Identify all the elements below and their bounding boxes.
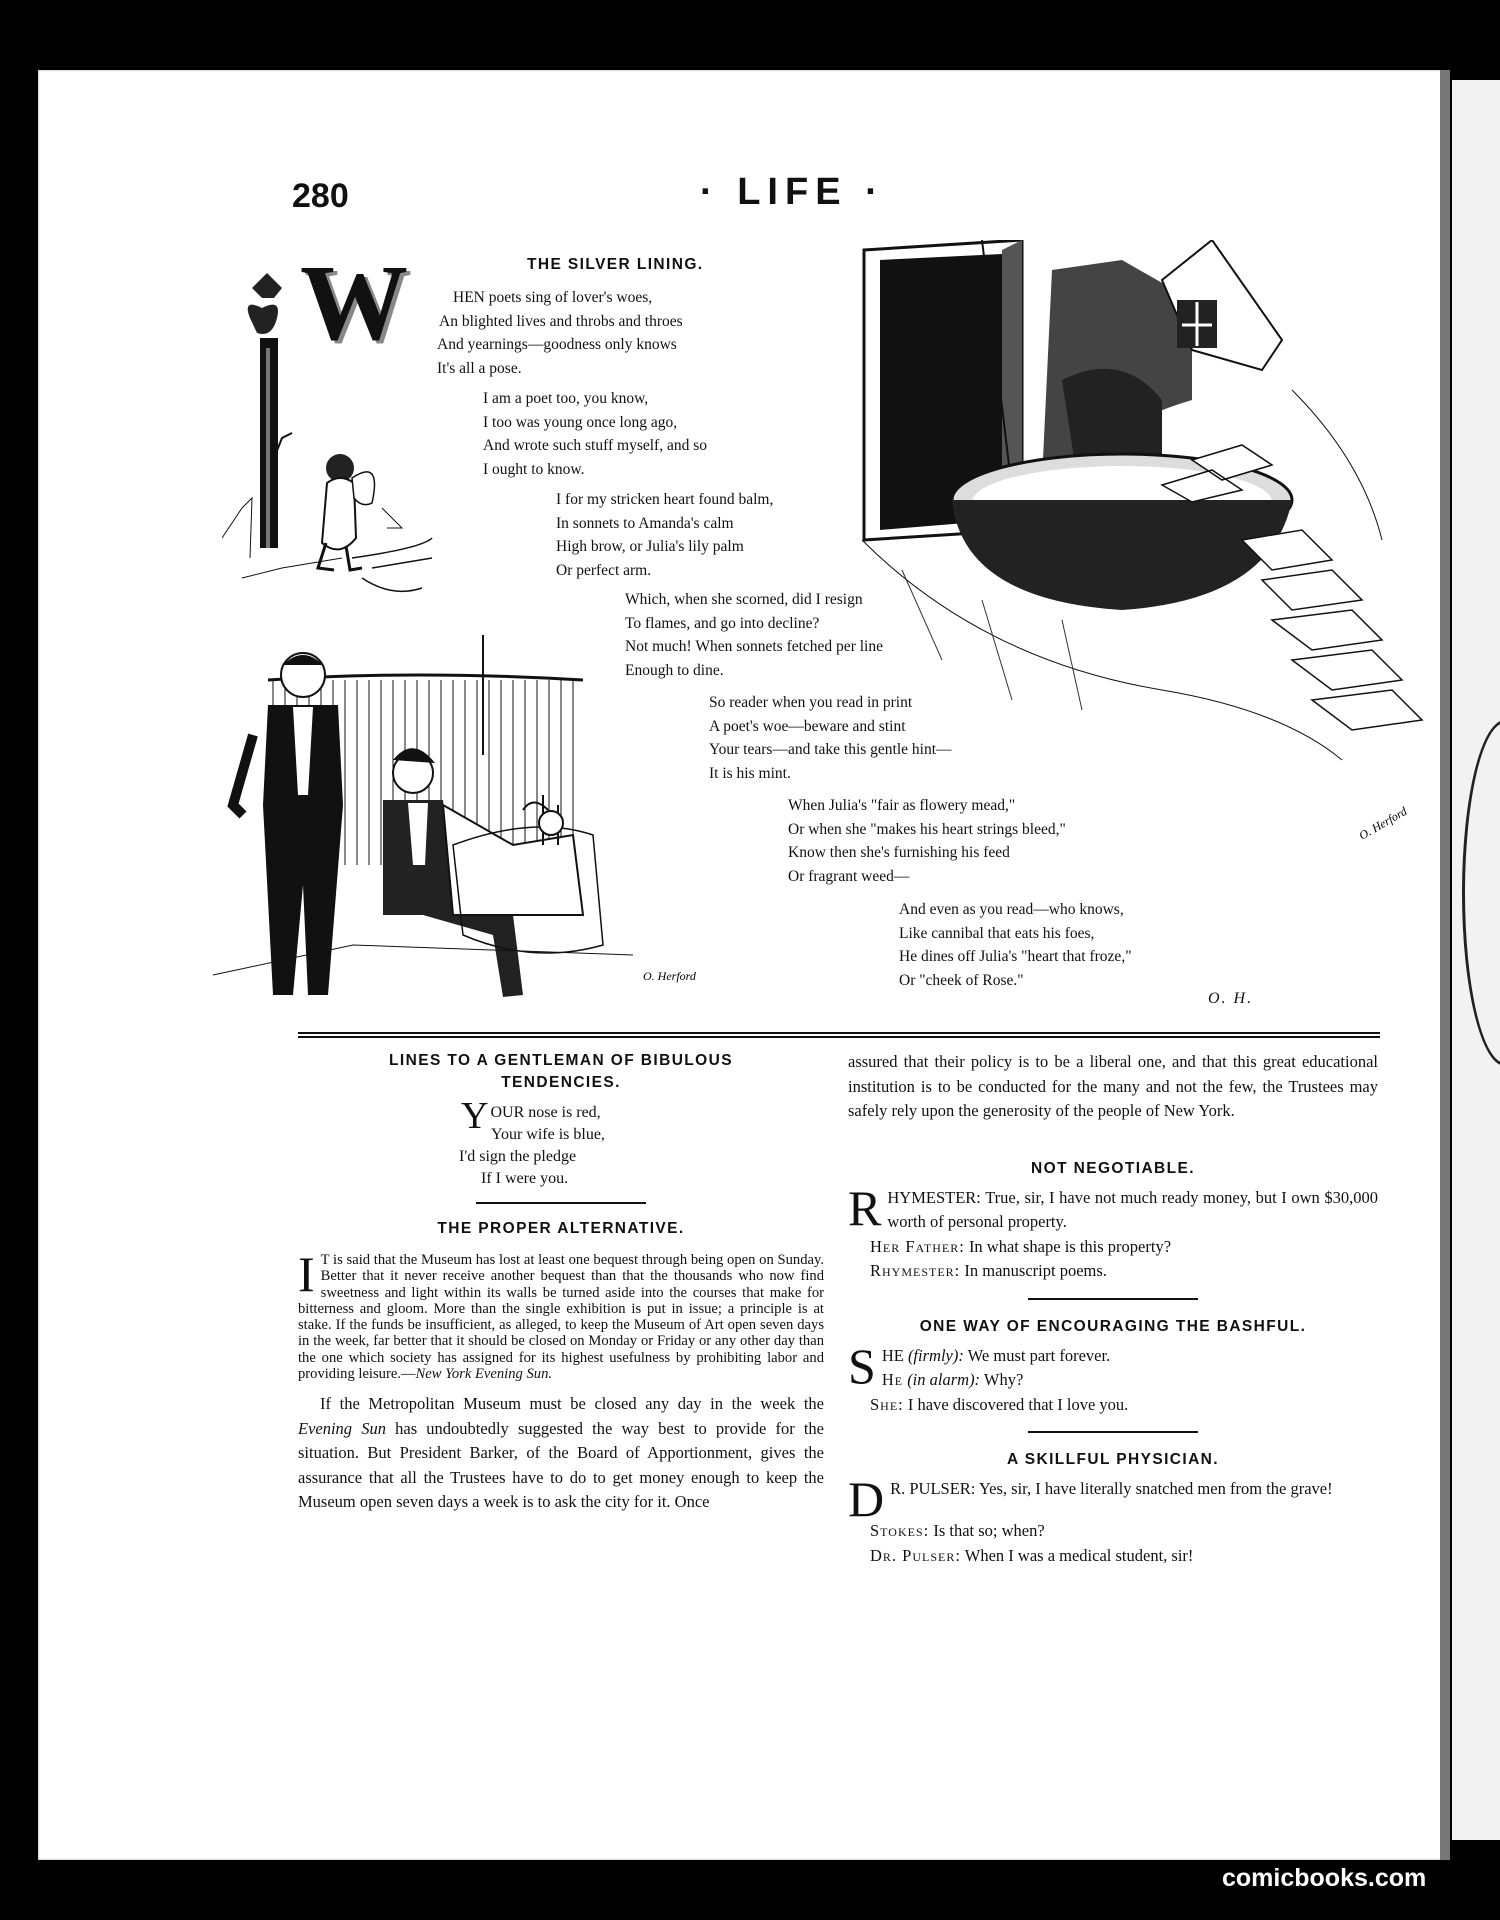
dialog-line: I have discovered that I love you.: [907, 1394, 1129, 1414]
speaker: HYMESTER:: [887, 1187, 981, 1207]
poem-line: Or perfect arm.: [556, 561, 652, 579]
illustration-signature-1: O. Herford: [1356, 804, 1410, 843]
dialog-line: We must part forever.: [967, 1345, 1111, 1365]
right-column: [848, 1050, 1378, 1568]
stage-direction: (in alarm):: [907, 1370, 981, 1389]
short-rule: [476, 1202, 646, 1204]
speaker: Her Father:: [870, 1236, 965, 1256]
poem-line: Like cannibal that eats his foes,: [899, 924, 1095, 942]
speaker: He: [881, 1370, 904, 1389]
poem-line: When Julia's "fair as flowery mead,": [788, 797, 1016, 814]
physician-dialog: [848, 1471, 1378, 1568]
site-watermark: comicbooks.com: [1222, 1864, 1427, 1892]
stage-direction: (firmly):: [907, 1345, 964, 1365]
poem-stanza-5: [709, 691, 952, 785]
dialog-line: In what shape is this property?: [968, 1236, 1172, 1256]
museum-paragraph-continued: assured that their policy is to be a liberal one, and that this great educational institution is to be conducted for the many and not the few, the Trustees may safely rely upon the generosity of the people of New York.: [848, 1052, 1378, 1120]
poem-stanza-6: [788, 794, 1066, 888]
quote-dropcap: I: [298, 1246, 315, 1302]
poem-line: Not much! When sonnets fetched per line: [625, 638, 883, 655]
page-spine: [1440, 70, 1450, 1860]
poem-line: I too was young once long ago,: [483, 413, 678, 431]
dialog-line: True, sir, I have not much ready money, but I own $30,000 worth of personal property.: [887, 1187, 1379, 1231]
speaker: Stokes:: [870, 1521, 930, 1540]
heading-bibulous: LINES TO A GENTLEMAN OF BIBULOUS TENDENCIES.: [389, 1052, 733, 1091]
short-rule: [1028, 1298, 1198, 1300]
poem-stanza-7: [899, 898, 1132, 992]
poem-line: HEN poets sing of lover's woes,: [453, 289, 653, 306]
speaker: HE: [881, 1345, 904, 1365]
poem-title-silver-lining: THE SILVER LINING.: [527, 256, 704, 273]
verse-line: If I were you.: [481, 1170, 569, 1187]
not-negotiable-dialog: [848, 1179, 1379, 1284]
poem-line: Or when she "makes his heart strings bleed,": [788, 820, 1066, 838]
museum-quote: [298, 1246, 824, 1383]
poem-line: It is his mint.: [709, 764, 791, 782]
poem-line: I ought to know.: [483, 460, 585, 478]
poem-line: Or "cheek of Rose.": [899, 971, 1024, 989]
adjacent-page-edge: [1452, 80, 1500, 1840]
poem-line: To flames, and go into decline?: [625, 614, 820, 632]
dialog-line: When I was a medical student, sir!: [964, 1545, 1194, 1565]
bibulous-dropcap: Y: [461, 1095, 489, 1137]
heading-proper-alternative: THE PROPER ALTERNATIVE.: [437, 1220, 685, 1237]
speaker: R. PULSER:: [890, 1479, 976, 1498]
poem-line: Your tears—and take this gentle hint—: [709, 741, 952, 758]
heading-not-negotiable: NOT NEGOTIABLE.: [1031, 1159, 1195, 1177]
poem-line: It's all a pose.: [437, 359, 522, 377]
poem-line: And wrote such stuff myself, and so: [483, 437, 708, 454]
poem-line: And even as you read—who knows,: [899, 901, 1124, 918]
poem-stanza-4: [625, 588, 883, 682]
poem-stanza-1: [437, 286, 683, 380]
verse-line: Your wife is blue,: [491, 1126, 605, 1143]
speaker: Rhymester:: [870, 1261, 961, 1280]
paragraph-text: has undoubtedly suggested the way best to provide for the situation. But President Barker, of the Board of Apportionment, gives the assurance that all the Trustees have to do to get money enough to keep the Museum open seven days a week is to ask the city for it. Once: [298, 1418, 825, 1512]
illustration-signature-2: O. Herford: [643, 969, 696, 983]
quote-source: New York Evening Sun.: [415, 1366, 553, 1383]
poem-author: O. H.: [1208, 990, 1254, 1007]
poem-line: High brow, or Julia's lily palm: [556, 538, 744, 555]
poem-line: An blighted lives and throbs and throes: [439, 312, 683, 330]
section-divider: [298, 1032, 1380, 1038]
poem-line: I for my stricken heart found balm,: [556, 491, 774, 508]
dialog-line: In manuscript poems.: [964, 1261, 1107, 1280]
poem-dropcap: W: [300, 244, 408, 363]
heading-physician: A SKILLFUL PHYSICIAN.: [1007, 1451, 1219, 1468]
poem-line: Know then she's furnishing his feed: [788, 844, 1010, 861]
dialog-line: Is that so; when?: [933, 1521, 1045, 1540]
heading-bashful: ONE WAY OF ENCOURAGING THE BASHFUL.: [919, 1317, 1307, 1335]
speaker: Dr. Pulser:: [870, 1545, 961, 1565]
paragraph-italic: Evening Sun: [298, 1418, 386, 1438]
speaker: She:: [870, 1394, 904, 1414]
dinner-scene-illustration: [213, 635, 733, 1010]
poem-line: A poet's woe—beware and stint: [709, 717, 906, 735]
dialog-line: Why?: [983, 1370, 1024, 1389]
bibulous-verse: [431, 1095, 691, 1190]
page-number: 280: [292, 177, 349, 215]
poem-line: Which, when she scorned, did I resign: [625, 591, 863, 608]
paragraph-text: If the Metropolitan Museum must be closed any day in the week the: [320, 1394, 824, 1414]
adjacent-page-drawing: [1462, 720, 1500, 1066]
verse-line: OUR nose is red,: [490, 1104, 601, 1121]
poem-line: In sonnets to Amanda's calm: [556, 514, 734, 532]
masthead: · LIFE ·: [700, 171, 885, 213]
left-column: [298, 1050, 824, 1515]
verse-line: I'd sign the pledge: [459, 1148, 577, 1165]
poem-stanza-2: [483, 387, 707, 481]
poem-line: Or fragrant weed—: [788, 867, 910, 885]
poem-line: He dines off Julia's "heart that froze,": [899, 948, 1132, 965]
bashful-dialog: [848, 1337, 1378, 1418]
poem-line: Enough to dine.: [625, 661, 724, 679]
not-negotiable-dropcap: R: [848, 1179, 882, 1236]
quote-text: T is said that the Museum has lost at least one bequest through being open on Sunday. Better that it never receive another bequest than that the thousands who now find sweetness and light within its walls be turned aside into the courses that make for bitterness and gloom. More than the single exhibition is put in issue; a principle is at stake. If the funds be insufficient, as alleged, to keep the Museum of Art open seven days in the week, far better that it should be closed on Monday or Friday or any other day than the one which society has assigned for its highest usefulness by prohibiting labor and providing leisure.—: [298, 1252, 824, 1383]
bashful-dropcap: S: [848, 1337, 876, 1394]
museum-paragraph: [298, 1392, 824, 1515]
short-rule: [1028, 1431, 1198, 1433]
poem-line: I am a poet too, you know,: [483, 390, 649, 407]
physician-dropcap: D: [848, 1471, 885, 1527]
dialog-line: Yes, sir, I have literally snatched men from the grave!: [978, 1479, 1333, 1498]
poem-stanza-3: [556, 488, 773, 582]
poem-line: And yearnings—goodness only knows: [437, 336, 677, 353]
poem-line: So reader when you read in print: [709, 694, 913, 711]
